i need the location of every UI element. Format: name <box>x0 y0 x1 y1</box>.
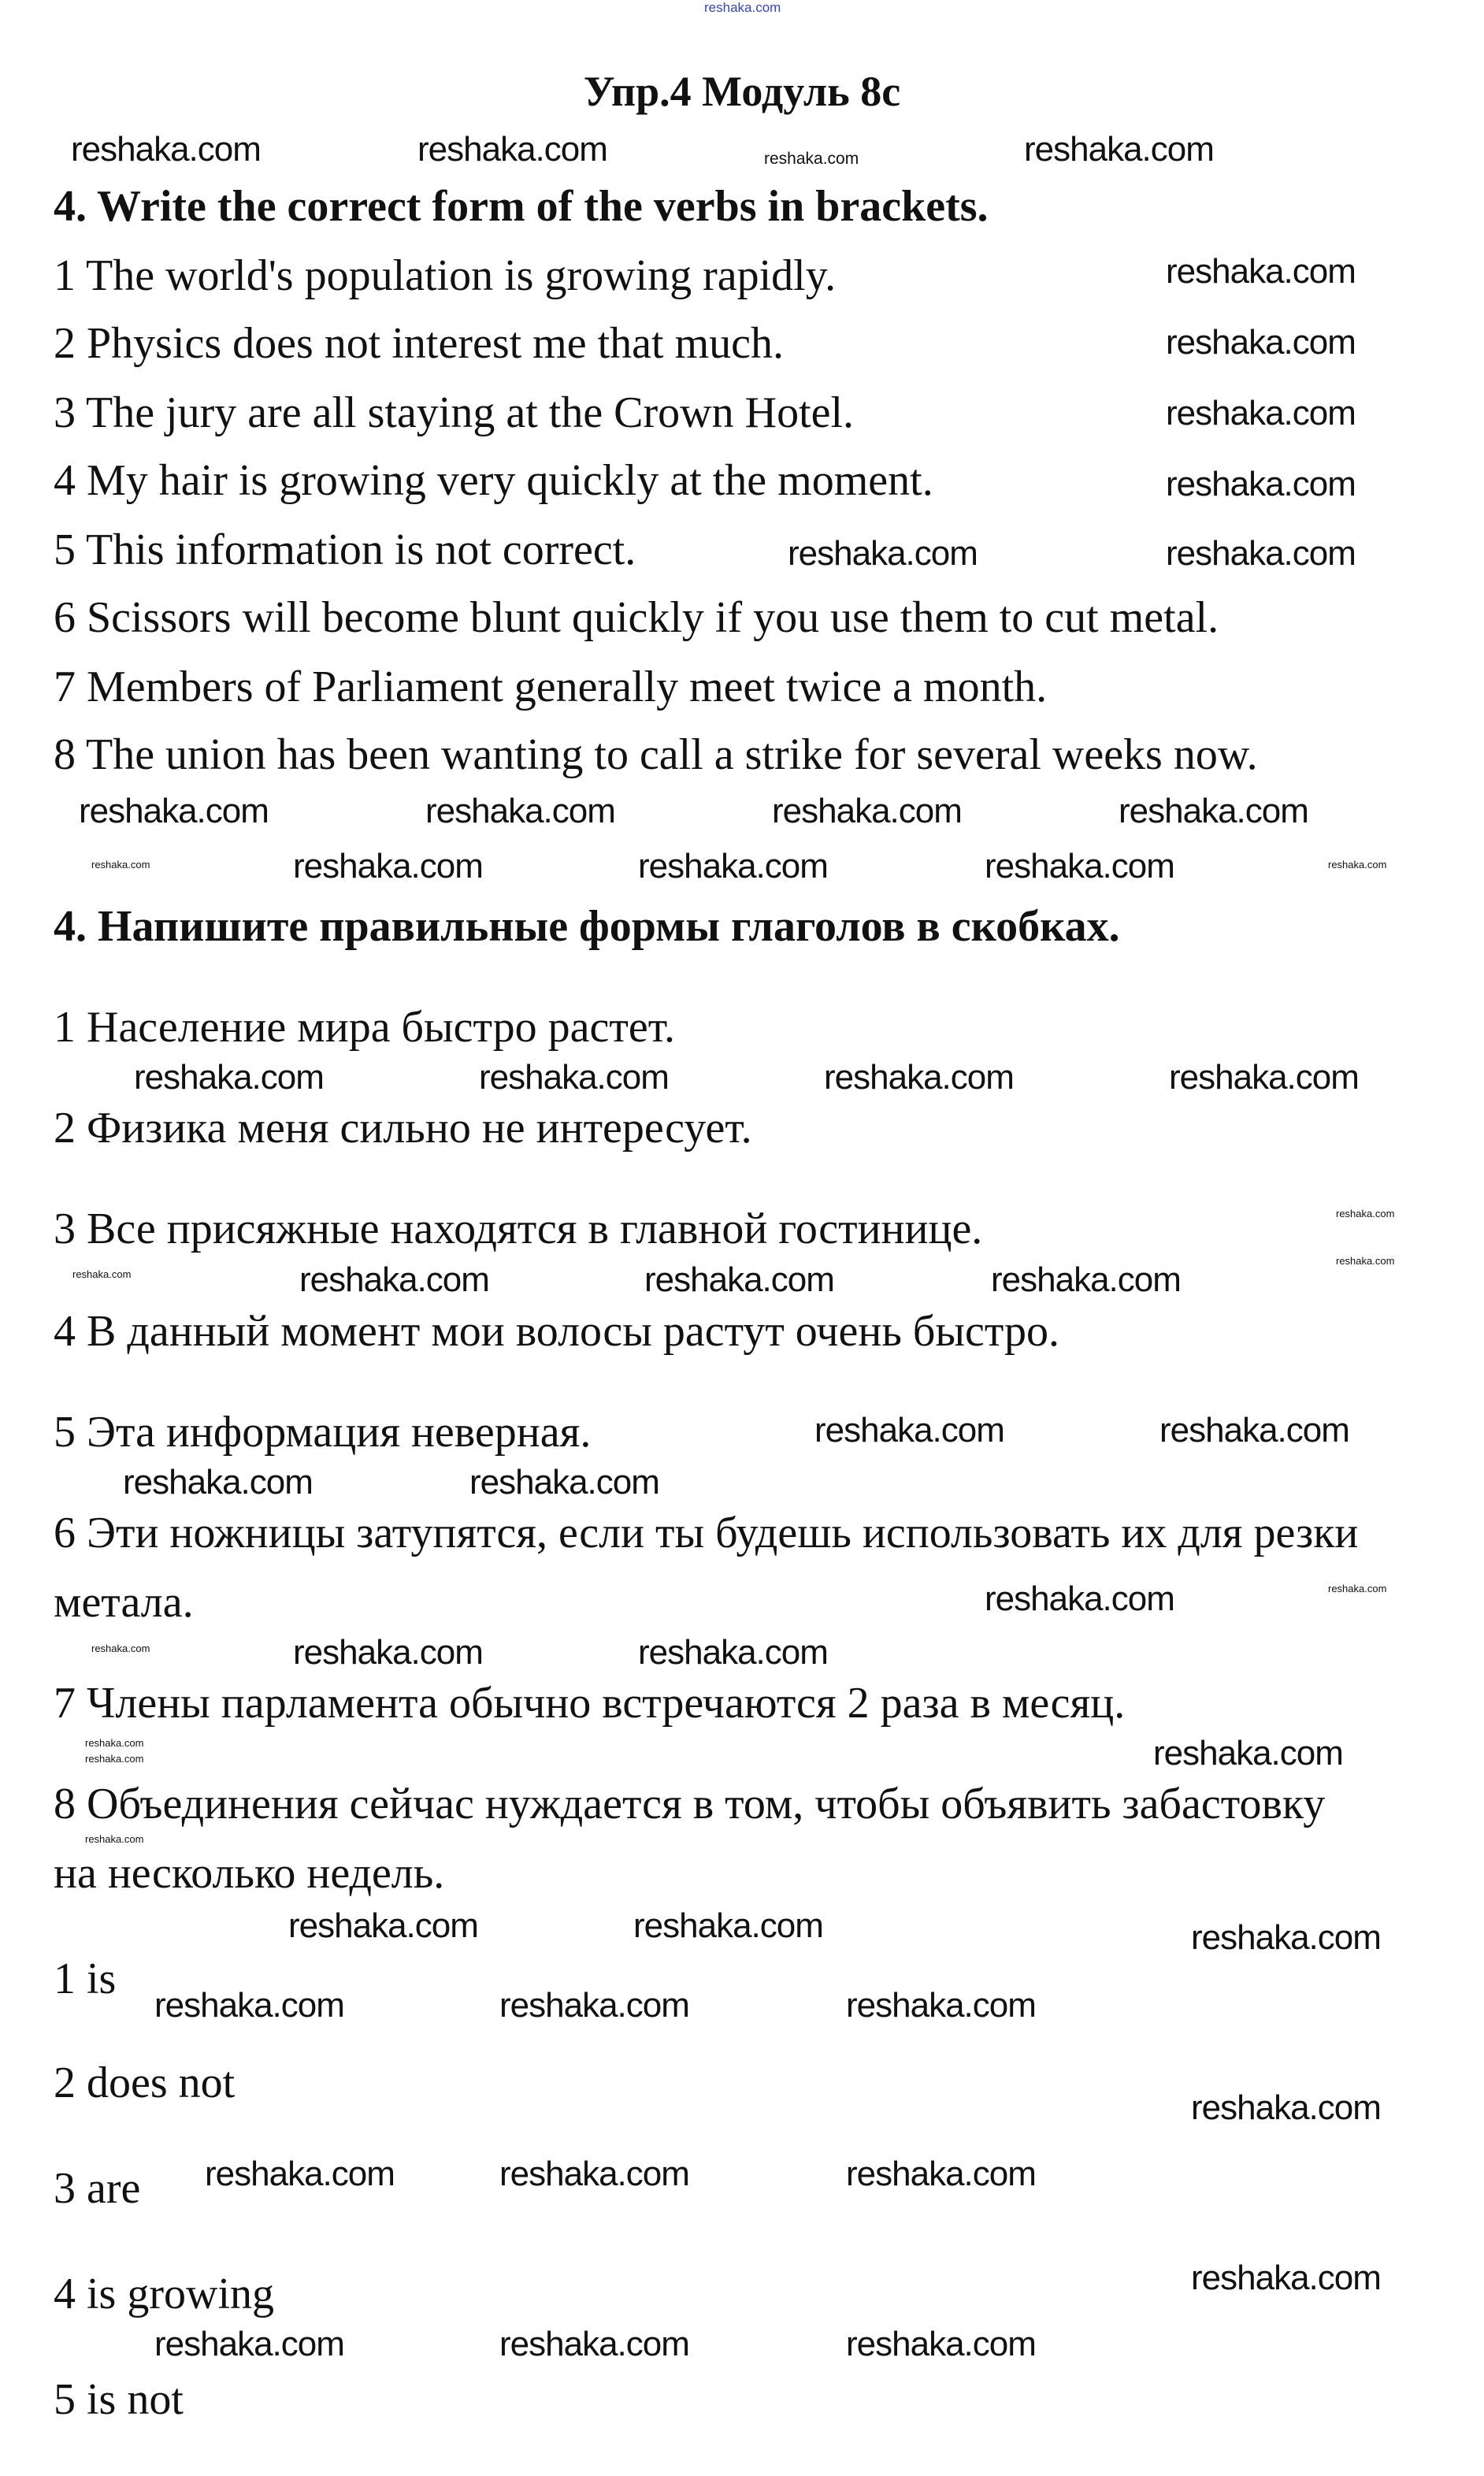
watermark-text: reshaka.com <box>824 1058 1014 1097</box>
watermark-text: reshaka.com <box>1166 534 1356 573</box>
watermark-text: reshaka.com <box>91 859 150 870</box>
russian-item: 8 Объединения сейчас нуждается в том, чтобы объявить забастовку <box>54 1780 1326 1828</box>
watermark-text: reshaka.com <box>479 1058 669 1097</box>
answer-item: 5 is not <box>54 2375 184 2424</box>
russian-item: 5 Эта информация неверная. <box>54 1408 592 1457</box>
watermark-text: reshaka.com <box>499 1986 689 2025</box>
watermark-text: reshaka.com <box>1166 323 1356 362</box>
watermark-text: reshaka.com <box>985 1580 1174 1618</box>
watermark-text: reshaka.com <box>1328 1583 1387 1594</box>
watermark-text: reshaka.com <box>469 1463 659 1502</box>
english-item: 7 Members of Parliament generally meet twice a month. <box>54 663 1048 711</box>
english-item: 4 My hair is growing very quickly at the moment. <box>54 456 933 505</box>
russian-item: 3 Все присяжные находятся в главной гостинице. <box>54 1205 983 1253</box>
russian-heading: 4. Напишите правильные формы глаголов в скобках. <box>54 902 1120 951</box>
watermark-text: reshaka.com <box>1191 1918 1381 1957</box>
watermark-text: reshaka.com <box>499 2325 689 2363</box>
watermark-text: reshaka.com <box>1166 252 1356 291</box>
russian-item: 7 Члены парламента обычно встречаются 2 раза в месяц. <box>54 1679 1126 1728</box>
russian-item: на несколько недель. <box>54 1849 445 1898</box>
watermark-text: reshaka.com <box>985 847 1174 885</box>
watermark-text: reshaka.com <box>633 1906 823 1945</box>
watermark-text: reshaka.com <box>1191 2088 1381 2127</box>
english-item: 1 The world's population is growing rapidly. <box>54 251 837 300</box>
watermark-text: reshaka.com <box>293 847 483 885</box>
english-item: 8 The union has been wanting to call a strike for several weeks now. <box>54 730 1258 779</box>
watermark-text: reshaka.com <box>991 1260 1181 1299</box>
russian-item: 2 Физика меня сильно не интересует. <box>54 1104 752 1153</box>
watermark-text: reshaka.com <box>85 1737 144 1749</box>
watermark-text: reshaka.com <box>1166 465 1356 503</box>
watermark-text: reshaka.com <box>1159 1411 1349 1450</box>
watermark-text: reshaka.com <box>85 1833 144 1845</box>
watermark-text: reshaka.com <box>1024 130 1214 169</box>
watermark-text: reshaka.com <box>293 1633 483 1672</box>
watermark-text: reshaka.com <box>1153 1734 1343 1773</box>
answer-item: 4 is growing <box>54 2270 274 2318</box>
english-item: 2 Physics does not interest me that much. <box>54 319 784 368</box>
watermark-text: reshaka.com <box>1336 1255 1395 1267</box>
watermark-text: reshaka.com <box>71 130 261 169</box>
watermark-text: reshaka.com <box>154 1986 344 2025</box>
watermark-text: reshaka.com <box>134 1058 324 1097</box>
answer-item: 3 are <box>54 2164 141 2213</box>
watermark-text: reshaka.com <box>764 150 859 168</box>
watermark-text: reshaka.com <box>638 1633 828 1672</box>
russian-item: 1 Население мира быстро растет. <box>54 1003 675 1052</box>
watermark-text: reshaka.com <box>154 2325 344 2363</box>
watermark-text: reshaka.com <box>788 534 978 573</box>
answer-item: 1 is <box>54 1954 117 2003</box>
watermark-text: reshaka.com <box>1169 1058 1359 1097</box>
english-item: 6 Scissors will become blunt quickly if you use them to cut metal. <box>54 593 1219 642</box>
watermark-text: reshaka.com <box>846 1986 1036 2025</box>
watermark-text: reshaka.com <box>72 1268 132 1280</box>
watermark-text: reshaka.com <box>704 0 781 15</box>
watermark-text: reshaka.com <box>1328 859 1387 870</box>
watermark-text: reshaka.com <box>846 2155 1036 2193</box>
watermark-text: reshaka.com <box>1191 2259 1381 2297</box>
watermark-text: reshaka.com <box>91 1643 150 1654</box>
watermark-text: reshaka.com <box>814 1411 1004 1450</box>
watermark-text: reshaka.com <box>205 2155 395 2193</box>
english-item: 3 The jury are all staying at the Crown Hotel. <box>54 388 855 437</box>
watermark-text: reshaka.com <box>299 1260 489 1299</box>
watermark-text: reshaka.com <box>846 2325 1036 2363</box>
watermark-text: reshaka.com <box>1166 394 1356 432</box>
watermark-text: reshaka.com <box>85 1753 144 1765</box>
watermark-text: reshaka.com <box>79 792 269 830</box>
watermark-text: reshaka.com <box>772 792 962 830</box>
watermark-text: reshaka.com <box>123 1463 313 1502</box>
english-item: 5 This information is not correct. <box>54 525 636 574</box>
russian-item: метала. <box>54 1578 194 1627</box>
watermark-text: reshaka.com <box>288 1906 478 1945</box>
russian-item: 4 В данный момент мои волосы растут очень быстро. <box>54 1307 1060 1356</box>
russian-item: 6 Эти ножницы затупятся, если ты будешь использовать их для резки <box>54 1509 1359 1557</box>
watermark-text: reshaka.com <box>499 2155 689 2193</box>
watermark-text: reshaka.com <box>425 792 615 830</box>
english-heading: 4. Write the correct form of the verbs in brackets. <box>54 182 989 231</box>
answer-item: 2 does not <box>54 2058 236 2107</box>
watermark-text: reshaka.com <box>644 1260 834 1299</box>
watermark-text: reshaka.com <box>417 130 607 169</box>
page-title: Упр.4 Модуль 8c <box>583 68 901 115</box>
watermark-text: reshaka.com <box>1119 792 1308 830</box>
watermark-text: reshaka.com <box>638 847 828 885</box>
watermark-text: reshaka.com <box>1336 1208 1395 1219</box>
